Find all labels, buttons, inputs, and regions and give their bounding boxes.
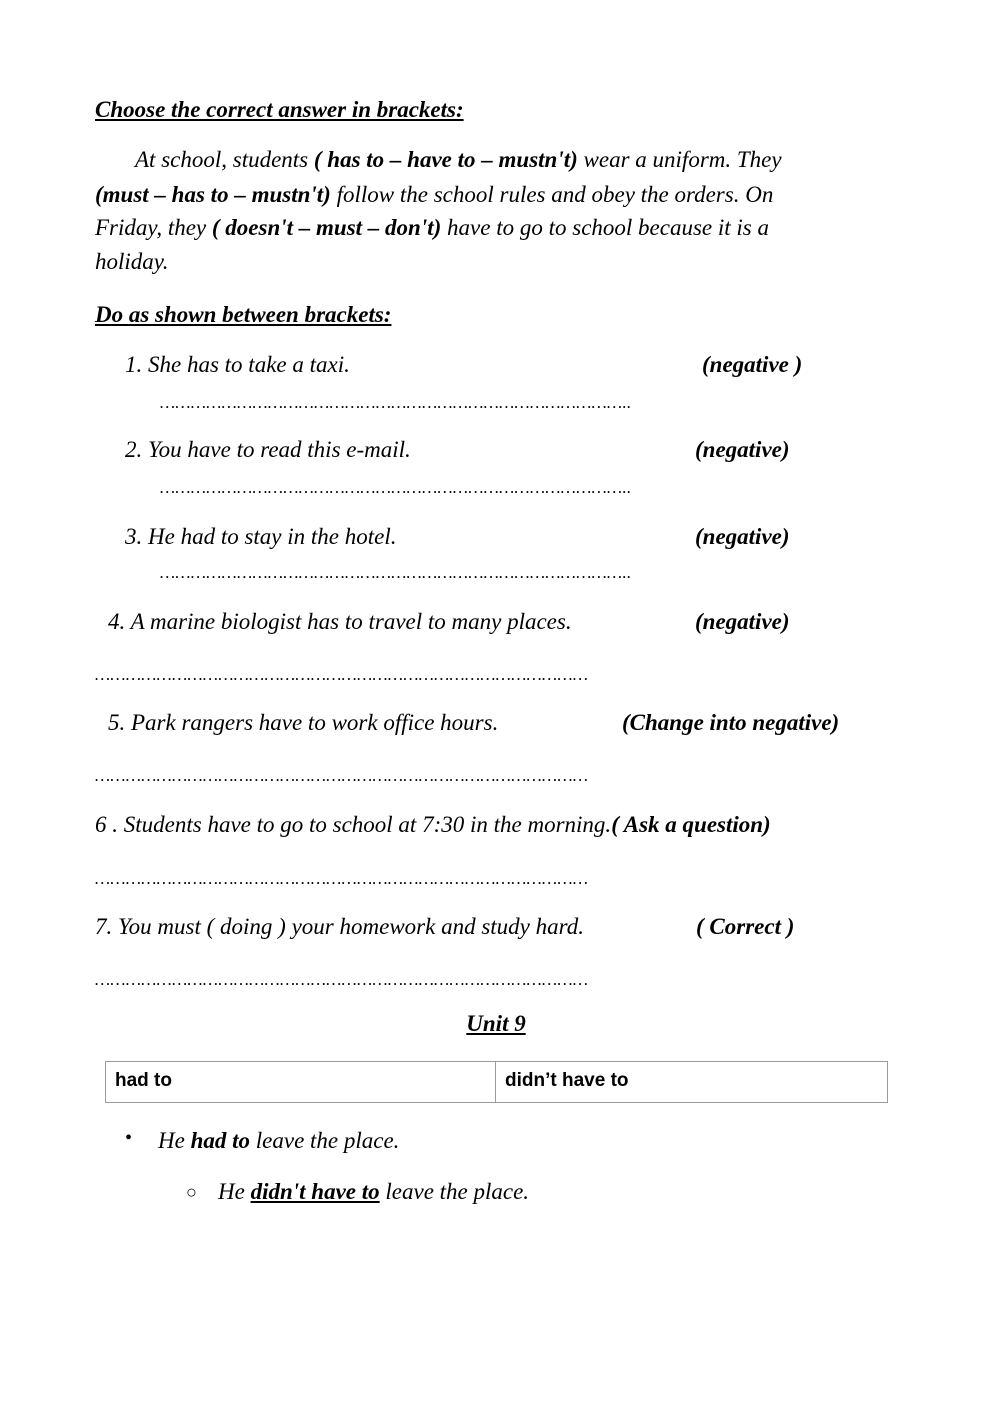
options: ( doesn't – must – don't) — [211, 215, 442, 240]
exercise-item-6 — [95, 811, 771, 839]
section-heading-choose: Choose the correct answer in brackets: — [95, 97, 464, 122]
instruction-7: ( Correct ) — [696, 914, 795, 939]
paragraph-line — [135, 146, 782, 174]
bold-phrase: had to — [190, 1128, 251, 1153]
unit-title: Unit 9 — [466, 1011, 526, 1036]
paragraph-line — [95, 248, 168, 276]
text: wear a uniform. They — [577, 147, 782, 172]
instruction-2: (negative) — [695, 437, 790, 462]
instruction-5: (Change into negative) — [622, 710, 840, 735]
section-heading-do-as-shown: Do as shown between brackets: — [95, 302, 392, 327]
bullet-icon: • — [125, 1127, 133, 1149]
exercise-item-2: 2. You have to read this e-mail. — [125, 437, 411, 462]
text: 6 . Students have to go to school at 7:30 in the morning. — [95, 812, 612, 837]
options: (must – has to – mustn't) — [95, 182, 331, 207]
text: have to go to school because it is a — [441, 215, 769, 240]
exercise-item-1: 1. She has to take a taxi. — [125, 352, 350, 377]
text: holiday. — [95, 249, 169, 274]
paragraph-line — [95, 214, 769, 242]
example-1 — [158, 1127, 399, 1155]
text: He — [218, 1179, 251, 1204]
answer-line-6[interactable]: …………………………………………………………………………………… — [95, 869, 589, 888]
text: leave the place. — [250, 1128, 400, 1153]
answer-line-5[interactable]: …………………………………………………………………………………… — [95, 766, 589, 785]
answer-line-3[interactable]: ……………………………………………………………………………….. — [160, 563, 632, 582]
circle-bullet-icon: ○ — [186, 1182, 197, 1202]
exercise-item-5: 5. Park rangers have to work office hours. — [108, 710, 499, 735]
paragraph-line — [95, 181, 773, 209]
text: At school, students — [135, 147, 314, 172]
instruction-6: ( Ask a question) — [611, 812, 771, 837]
options: ( has to – have to – mustn't) — [313, 147, 578, 172]
instruction-3: (negative) — [695, 524, 790, 549]
text: Friday, they — [95, 215, 212, 240]
text: leave the place. — [379, 1179, 530, 1204]
instruction-1: (negative ) — [702, 352, 803, 377]
bold-phrase: didn't have to — [250, 1179, 380, 1204]
answer-line-1[interactable]: ……………………………………………………………………………….. — [160, 393, 632, 412]
exercise-item-7: 7. You must ( doing ) your homework and study hard. — [95, 914, 584, 939]
instruction-4: (negative) — [695, 609, 790, 634]
answer-line-4[interactable]: …………………………………………………………………………………… — [95, 665, 589, 684]
table-cell-had-to: had to — [106, 1062, 496, 1102]
table-cell-didnt-have-to: didn’t have to — [505, 1070, 629, 1091]
text: He — [158, 1128, 191, 1153]
text: follow the school rules and obey the orders. On — [330, 182, 774, 207]
answer-line-2[interactable]: ……………………………………………………………………………….. — [160, 478, 632, 497]
answer-line-7[interactable]: …………………………………………………………………………………… — [95, 970, 589, 989]
example-2 — [218, 1178, 529, 1206]
grammar-table — [105, 1061, 888, 1103]
exercise-item-4: 4. A marine biologist has to travel to many places. — [108, 609, 572, 634]
exercise-item-3: 3. He had to stay in the hotel. — [125, 524, 397, 549]
